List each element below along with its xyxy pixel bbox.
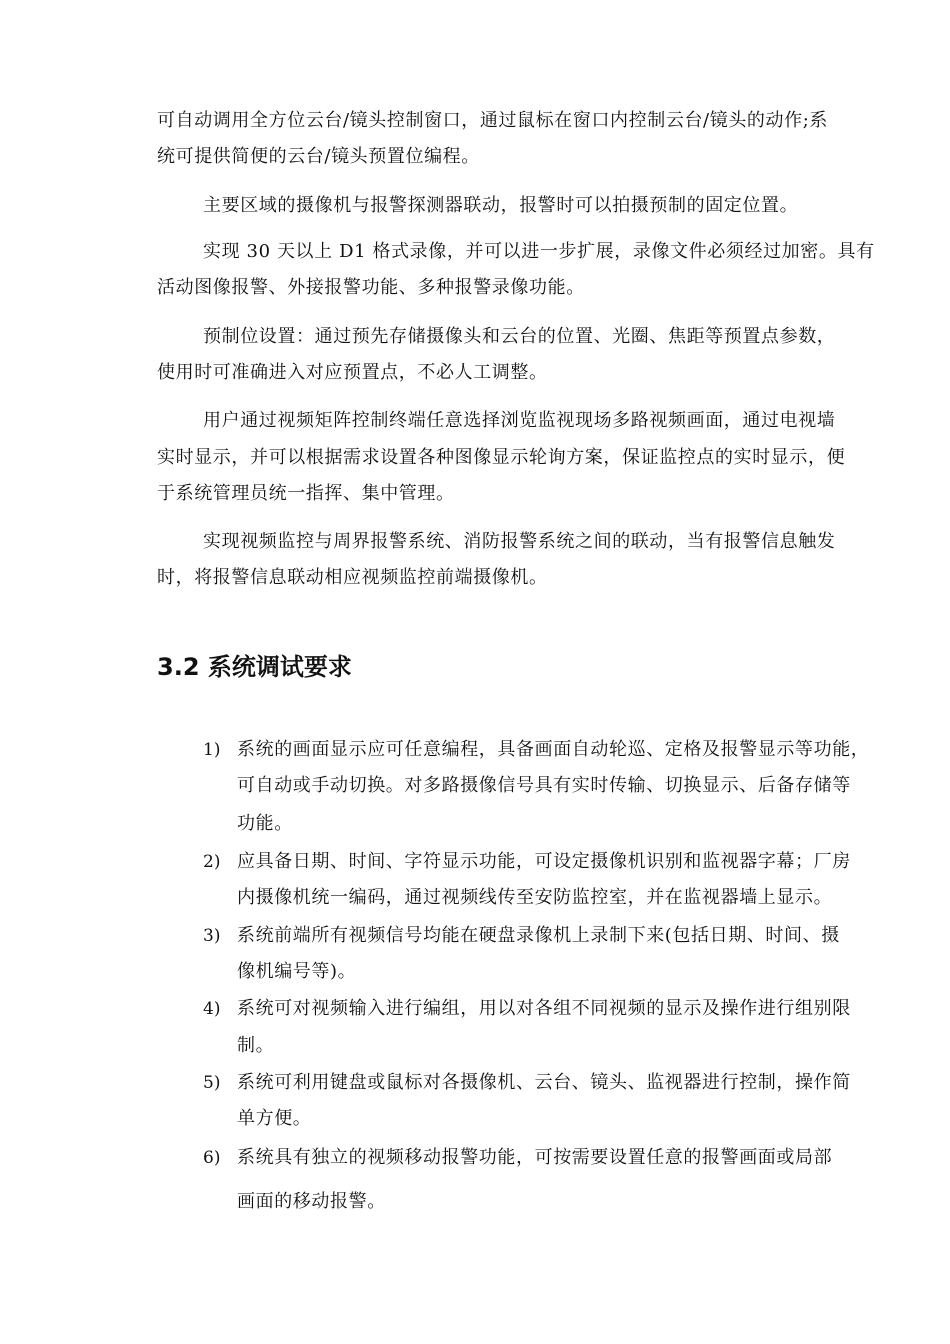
paragraph-line: 活动图像报警、外接报警功能、多种报警录像功能。 [157, 277, 585, 298]
list-item-number: 1) [203, 740, 221, 760]
list-item-line: 系统可利用键盘或鼠标对各摄像机、云台、镜头、监视器进行控制，操作简 [237, 1072, 851, 1093]
list-item-line: 单方便。 [237, 1108, 312, 1129]
paragraph-line: 实现视频监控与周界报警系统、消防报警系统之间的联动，当有报警信息触发 [203, 531, 836, 552]
paragraph-line: 预制位设置：通过预先存储摄像头和云台的位置、光圈、焦距等预置点参数， [203, 326, 836, 347]
list-item-line: 系统可对视频输入进行编组，用以对各组不同视频的显示及操作进行组别限 [237, 998, 851, 1019]
list-item-line: 应具备日期、时间、字符显示功能，可设定摄像机识别和监视器字幕；厂房 [237, 851, 851, 872]
paragraph-line: 实现 30 天以上 D1 格式录像，并可以进一步扩展，录像文件必须经过加密。具有 [203, 241, 875, 262]
list-item-number: 3) [203, 926, 221, 946]
list-item-line: 制。 [237, 1035, 275, 1056]
paragraph-line: 于系统管理员统一指挥、集中管理。 [157, 483, 455, 504]
paragraph-line: 主要区域的摄像机与报警探测器联动，报警时可以拍摄预制的固定位置。 [203, 195, 799, 216]
list-item-line: 系统前端所有视频信号均能在硬盘录像机上录制下来(包括日期、时间、摄 [237, 925, 840, 946]
list-item-line: 像机编号等)。 [237, 961, 357, 982]
paragraph-line: 可自动调用全方位云台/镜头控制窗口，通过鼠标在窗口内控制云台/镜头的动作;系 [157, 110, 828, 131]
list-item-line: 画面的移动报警。 [237, 1191, 386, 1212]
paragraph-line: 用户通过视频矩阵控制终端任意选择浏览监视现场多路视频画面，通过电视墙 [203, 410, 836, 431]
list-item-line: 功能。 [237, 813, 293, 834]
list-item-line: 可自动或手动切换。对多路摄像信号具有实时传输、切换显示、后备存储等 [237, 775, 851, 796]
list-item-number: 5) [203, 1073, 221, 1093]
list-item-number: 2) [203, 852, 221, 872]
list-item-line: 内摄像机统一编码，通过视频线传至安防监控室，并在监视器墙上显示。 [237, 887, 833, 908]
list-item-line: 系统的画面显示应可任意编程，具备画面自动轮巡、定格及报警显示等功能， [237, 739, 870, 760]
list-item-number: 6) [203, 1148, 221, 1168]
section-heading: 3.2 系统调试要求 [157, 653, 352, 681]
paragraph-line: 时，将报警信息联动相应视频监控前端摄像机。 [157, 567, 548, 588]
list-item-number: 4) [203, 999, 221, 1019]
paragraph-line: 实时显示，并可以根据需求设置各种图像显示轮询方案，保证监控点的实时显示，便 [157, 447, 846, 468]
list-item-line: 系统具有独立的视频移动报警功能，可按需要设置任意的报警画面或局部 [237, 1147, 833, 1168]
paragraph-line: 使用时可准确进入对应预置点，不必人工调整。 [157, 362, 548, 383]
paragraph-line: 统可提供简便的云台/镜头预置位编程。 [157, 146, 480, 167]
